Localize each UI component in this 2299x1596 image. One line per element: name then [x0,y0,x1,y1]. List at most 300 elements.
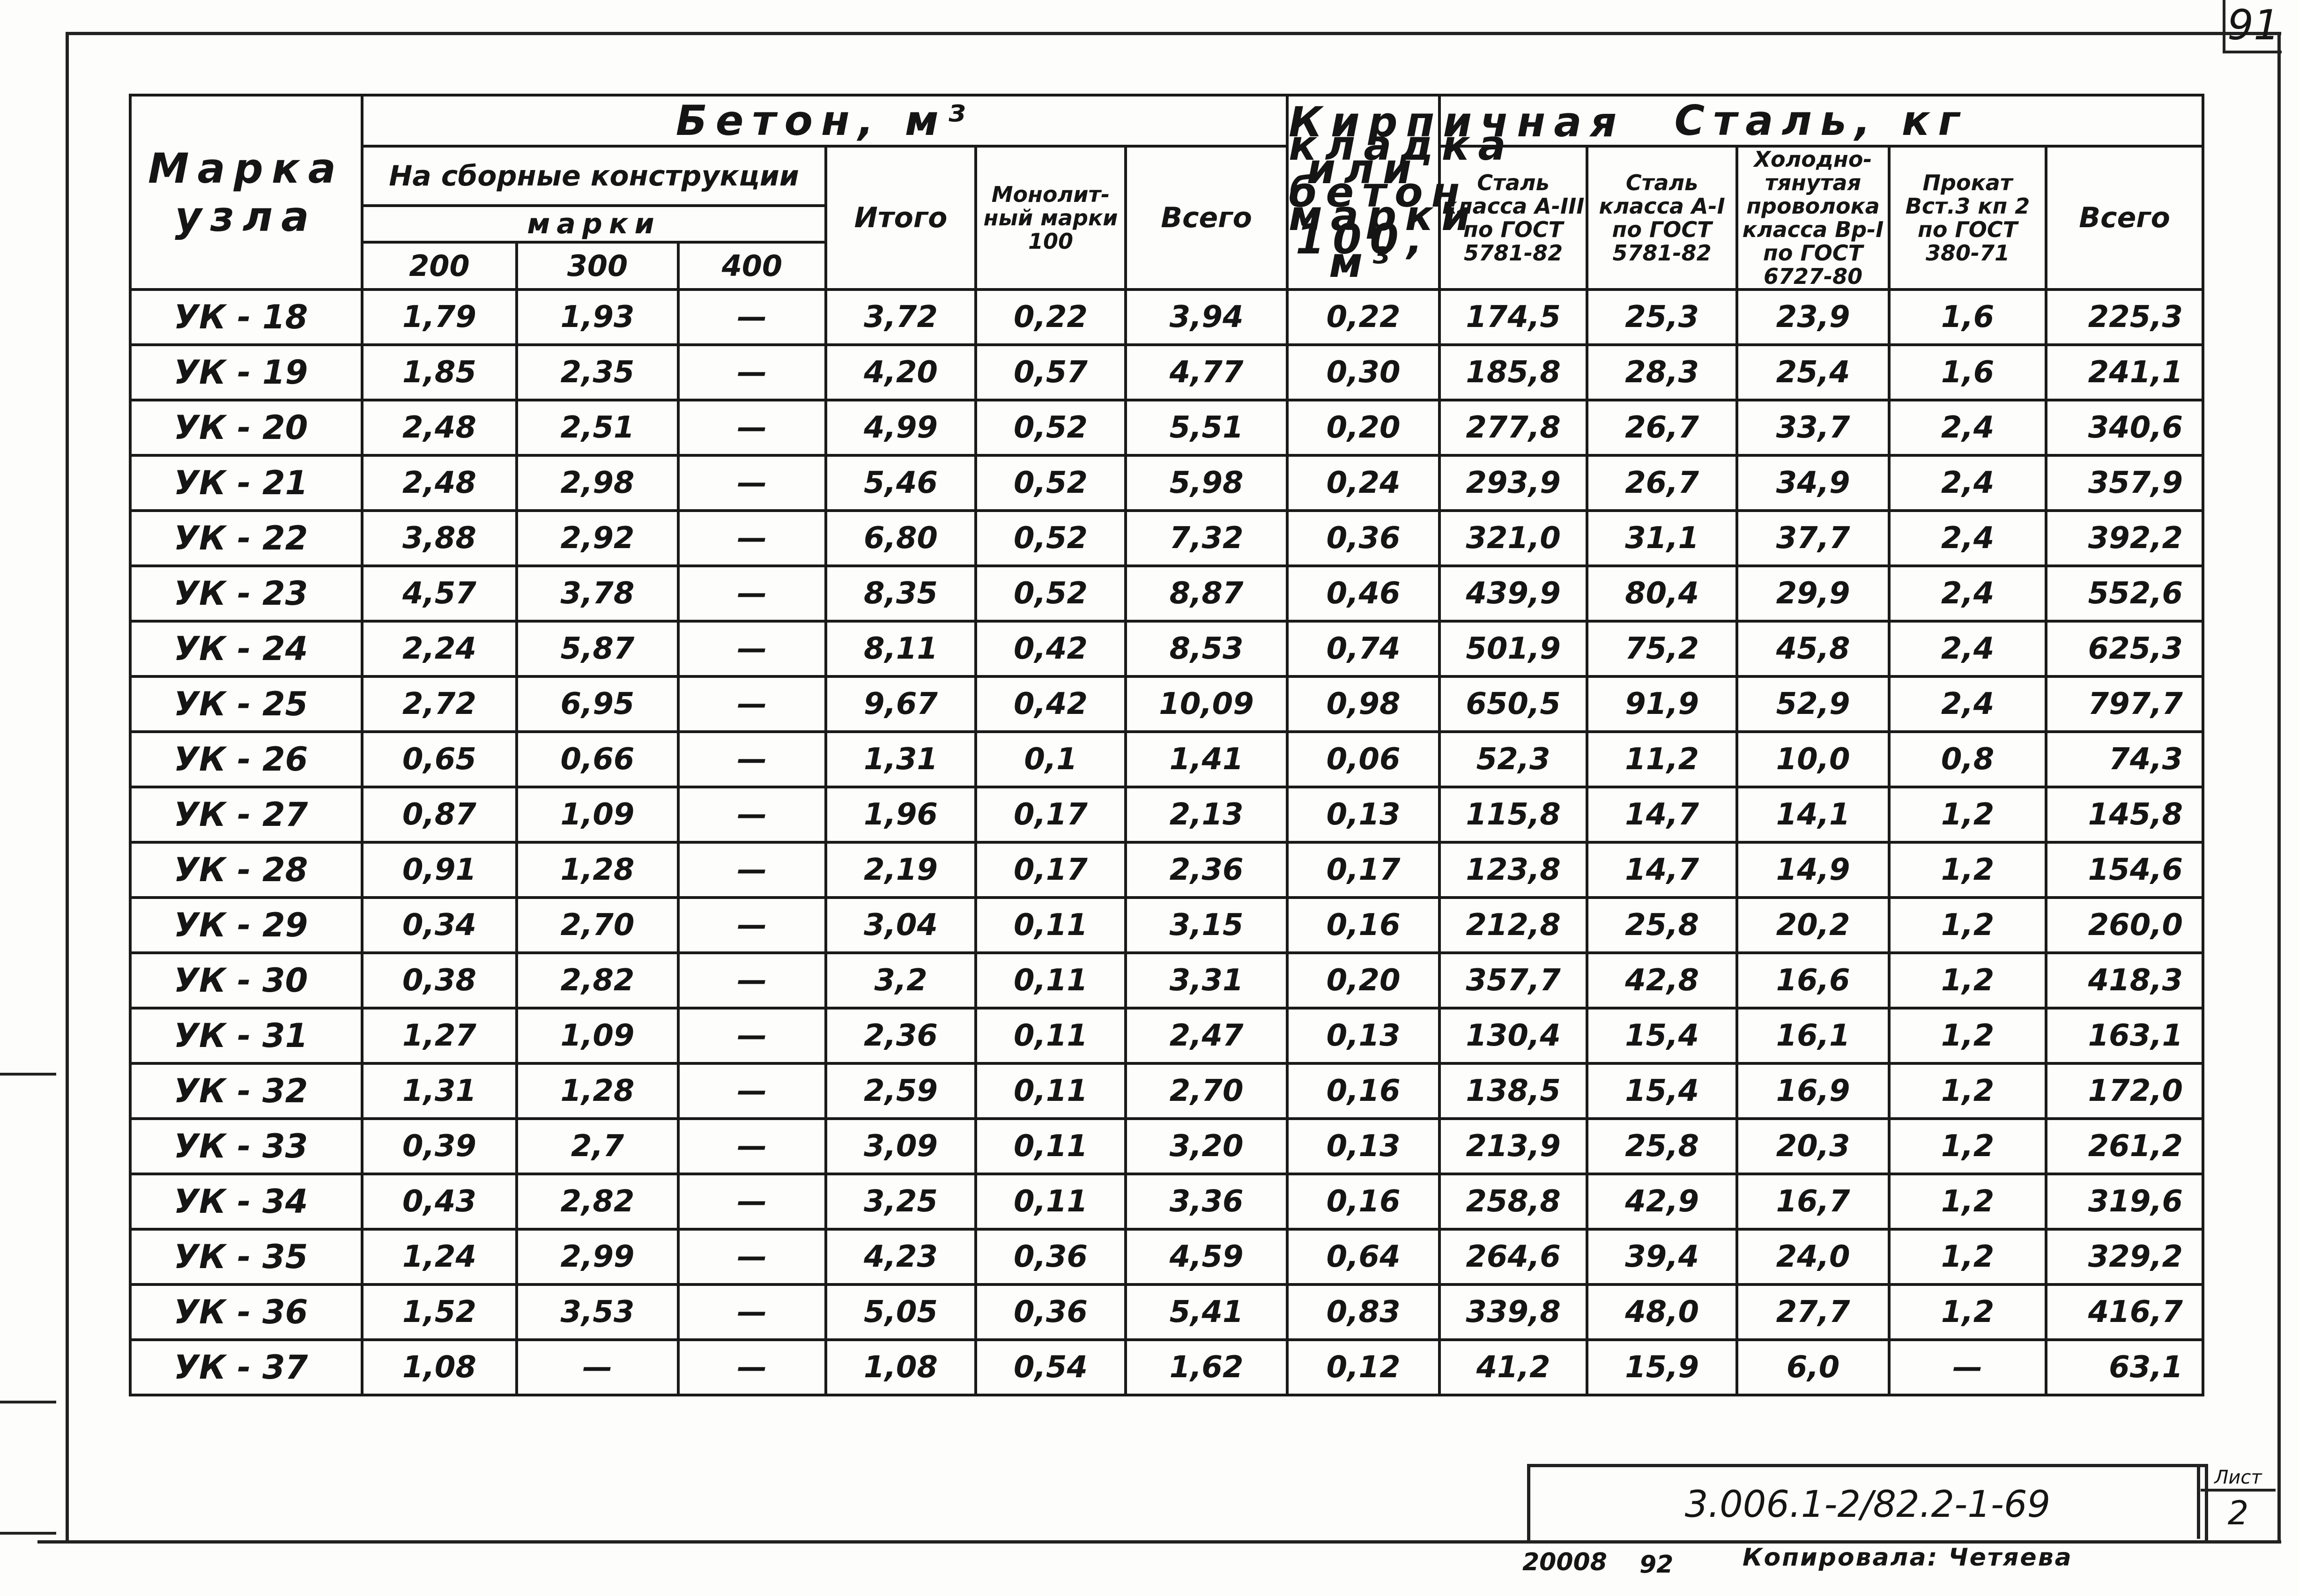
row-value-cell: 1,52 [362,1284,517,1340]
row-mark-cell: УК - 20 [130,400,362,455]
row-value-cell: 0,11 [976,1008,1126,1063]
header-grade-200: 200 [362,242,517,290]
row-value-cell: 1,08 [826,1340,976,1395]
table-row [130,732,2203,787]
row-value-cell: — [678,1174,826,1229]
row-value-cell: 552,6 [2046,566,2203,621]
row-value-cell: 37,7 [1737,511,1889,566]
order-year: 92 [1639,1551,1674,1579]
row-value-cell: 2,4 [1889,621,2046,676]
row-value-cell: 1,2 [1889,953,2046,1008]
row-value-cell: 1,2 [1889,842,2046,898]
row-value-cell: 625,3 [2046,621,2203,676]
row-value-cell: — [678,732,826,787]
row-value-cell: 0,52 [976,455,1126,511]
row-value-cell: — [1889,1340,2046,1395]
row-value-cell: 80,4 [1587,566,1737,621]
row-value-cell: 2,7 [517,1119,678,1174]
specification-table [129,94,2204,1396]
row-value-cell: — [678,290,826,345]
row-value-cell: 797,7 [2046,676,2203,732]
row-value-cell: 329,2 [2046,1229,2203,1284]
row-value-cell: 241,1 [2046,345,2203,400]
row-mark-cell: УК - 34 [130,1174,362,1229]
row-value-cell: 91,9 [1587,676,1737,732]
row-value-cell: 3,04 [826,898,976,953]
row-value-cell: 1,85 [362,345,517,400]
row-value-cell: 225,3 [2046,290,2203,345]
table-row [130,787,2203,842]
row-value-cell: 39,4 [1587,1229,1737,1284]
row-value-cell: 0,24 [1287,455,1439,511]
row-value-cell: 1,27 [362,1008,517,1063]
row-value-cell: 0,13 [1287,1119,1439,1174]
row-value-cell: 2,72 [362,676,517,732]
row-value-cell: 0,64 [1287,1229,1439,1284]
row-value-cell: 1,09 [517,1008,678,1063]
row-mark-cell: УК - 27 [130,787,362,842]
row-value-cell: 258,8 [1439,1174,1587,1229]
row-value-cell: 0,17 [976,842,1126,898]
row-value-cell: 0,11 [976,1063,1126,1119]
row-value-cell: 1,24 [362,1229,517,1284]
row-value-cell: 0,11 [976,953,1126,1008]
row-value-cell: 2,19 [826,842,976,898]
row-value-cell: 0,11 [976,1119,1126,1174]
row-value-cell: 5,05 [826,1284,976,1340]
table-row [130,898,2203,953]
row-value-cell: 185,8 [1439,345,1587,400]
row-value-cell: — [678,842,826,898]
row-value-cell: 2,36 [826,1008,976,1063]
row-value-cell: 14,7 [1587,787,1737,842]
row-value-cell: — [678,400,826,455]
row-value-cell: — [678,1008,826,1063]
row-mark-cell: УК - 31 [130,1008,362,1063]
row-value-cell: 1,41 [1126,732,1287,787]
row-value-cell: 2,92 [517,511,678,566]
header-grade-400: 400 [678,242,826,290]
row-mark-cell: УК - 21 [130,455,362,511]
table-row [130,290,2203,345]
row-value-cell: 1,6 [1889,290,2046,345]
row-value-cell: 20,2 [1737,898,1889,953]
row-value-cell: 1,2 [1889,898,2046,953]
row-mark-cell: УК - 23 [130,566,362,621]
row-value-cell: 0,87 [362,787,517,842]
table-row [130,1119,2203,1174]
row-value-cell: 1,2 [1889,1119,2046,1174]
row-value-cell: 8,35 [826,566,976,621]
row-value-cell: 52,3 [1439,732,1587,787]
row-value-cell: 4,59 [1126,1229,1287,1284]
row-value-cell: 0,11 [976,1174,1126,1229]
row-value-cell: 3,31 [1126,953,1287,1008]
row-mark-cell: УК - 30 [130,953,362,1008]
row-value-cell: 0,11 [976,898,1126,953]
row-value-cell: 0,30 [1287,345,1439,400]
row-value-cell: 75,2 [1587,621,1737,676]
row-value-cell: 0,43 [362,1174,517,1229]
row-value-cell: 1,08 [362,1340,517,1395]
row-value-cell: 1,93 [517,290,678,345]
row-value-cell: 130,4 [1439,1008,1587,1063]
row-value-cell: 0,74 [1287,621,1439,676]
row-value-cell: — [678,455,826,511]
frame-right-line [2277,32,2281,1540]
row-value-cell: 3,36 [1126,1174,1287,1229]
row-mark-cell: УК - 22 [130,511,362,566]
row-value-cell: 10,0 [1737,732,1889,787]
row-value-cell: 339,8 [1439,1284,1587,1340]
row-value-cell: — [678,1340,826,1395]
row-mark-cell: УК - 29 [130,898,362,953]
row-value-cell: 0,13 [1287,787,1439,842]
row-value-cell: 3,15 [1126,898,1287,953]
row-value-cell: 16,1 [1737,1008,1889,1063]
row-value-cell: 1,6 [1889,345,2046,400]
row-value-cell: 260,0 [2046,898,2203,953]
row-value-cell: 0,12 [1287,1340,1439,1395]
header-grade-300: 300 [517,242,678,290]
row-value-cell: 5,41 [1126,1284,1287,1340]
row-value-cell: 8,53 [1126,621,1287,676]
row-value-cell: 14,1 [1737,787,1889,842]
row-value-cell: 52,9 [1737,676,1889,732]
table-row [130,1229,2203,1284]
row-value-cell: 0,22 [976,290,1126,345]
row-value-cell: 416,7 [2046,1284,2203,1340]
row-value-cell: 2,4 [1889,566,2046,621]
row-value-cell: 3,09 [826,1119,976,1174]
row-value-cell: 9,67 [826,676,976,732]
header-steel: Сталь, кг [1439,95,2203,146]
row-value-cell: 1,2 [1889,1229,2046,1284]
row-value-cell: 6,80 [826,511,976,566]
row-value-cell: 0,17 [976,787,1126,842]
row-value-cell: 439,9 [1439,566,1587,621]
row-value-cell: 15,9 [1587,1340,1737,1395]
header-steel-total: Всего [2046,146,2203,290]
row-value-cell: 2,59 [826,1063,976,1119]
row-value-cell: — [517,1340,678,1395]
row-value-cell: 0,20 [1287,953,1439,1008]
row-value-cell: 2,70 [517,898,678,953]
row-value-cell: 3,2 [826,953,976,1008]
row-value-cell: 25,8 [1587,1119,1737,1174]
table-row [130,1063,2203,1119]
row-value-cell: 0,16 [1287,1063,1439,1119]
row-value-cell: — [678,566,826,621]
row-value-cell: 2,48 [362,455,517,511]
row-value-cell: 6,95 [517,676,678,732]
row-value-cell: 0,39 [362,1119,517,1174]
row-value-cell: 0,17 [1287,842,1439,898]
row-value-cell: 4,57 [362,566,517,621]
row-value-cell: 392,2 [2046,511,2203,566]
row-value-cell: 1,2 [1889,1174,2046,1229]
table-row [130,1174,2203,1229]
row-mark-cell: УК - 19 [130,345,362,400]
row-value-cell: 2,82 [517,1174,678,1229]
row-value-cell: 0,83 [1287,1284,1439,1340]
row-mark-cell: УК - 26 [130,732,362,787]
row-value-cell: 48,0 [1587,1284,1737,1340]
row-value-cell: 25,4 [1737,345,1889,400]
row-value-cell: 10,09 [1126,676,1287,732]
row-value-cell: 264,6 [1439,1229,1587,1284]
row-value-cell: 74,3 [2046,732,2203,787]
header-brickwork: Кирпичная кладка или бетон марки 100, м³ [1287,95,1439,290]
row-value-cell: 0,42 [976,676,1126,732]
row-value-cell: 8,11 [826,621,976,676]
row-value-cell: 29,9 [1737,566,1889,621]
row-value-cell: 15,4 [1587,1008,1737,1063]
row-value-cell: 154,6 [2046,842,2203,898]
row-value-cell: 501,9 [1439,621,1587,676]
row-value-cell: 163,1 [2046,1008,2203,1063]
row-value-cell: 1,28 [517,1063,678,1119]
row-value-cell: 3,53 [517,1284,678,1340]
row-value-cell: 16,7 [1737,1174,1889,1229]
row-value-cell: 24,0 [1737,1229,1889,1284]
row-value-cell: 1,2 [1889,1008,2046,1063]
row-value-cell: 31,1 [1587,511,1737,566]
header-cold-wire: Холодно-тянутая проволока класса Вр-I по ГОСТ 6727-80 [1737,146,1889,290]
table-row [130,676,2203,732]
row-value-cell: 0,38 [362,953,517,1008]
row-value-cell: 357,9 [2046,455,2203,511]
row-value-cell: 340,6 [2046,400,2203,455]
row-mark-cell: УК - 24 [130,621,362,676]
header-concrete: Бетон, м³ [362,95,1287,146]
row-mark-cell: УК - 37 [130,1340,362,1395]
row-value-cell: — [678,1284,826,1340]
row-value-cell: 357,7 [1439,953,1587,1008]
row-value-cell: 2,24 [362,621,517,676]
row-value-cell: 27,7 [1737,1284,1889,1340]
row-value-cell: 14,7 [1587,842,1737,898]
row-value-cell: 42,9 [1587,1174,1737,1229]
row-value-cell: 0,8 [1889,732,2046,787]
row-value-cell: 28,3 [1587,345,1737,400]
row-mark-cell: УК - 28 [130,842,362,898]
sheet-number: 2 [2227,1494,2249,1532]
row-value-cell: 172,0 [2046,1063,2203,1119]
row-value-cell: 0,52 [976,566,1126,621]
table-row [130,1284,2203,1340]
row-value-cell: 2,35 [517,345,678,400]
row-value-cell: 3,88 [362,511,517,566]
row-value-cell: 0,52 [976,400,1126,455]
row-value-cell: 5,46 [826,455,976,511]
table-row [130,400,2203,455]
header-mark: Марка узла [130,95,362,290]
row-value-cell: 1,09 [517,787,678,842]
row-value-cell: 123,8 [1439,842,1587,898]
row-value-cell: 1,31 [362,1063,517,1119]
row-value-cell: 0,54 [976,1340,1126,1395]
frame-top-line [66,32,2281,35]
row-value-cell: 0,13 [1287,1008,1439,1063]
row-value-cell: 26,7 [1587,400,1737,455]
row-value-cell: 0,06 [1287,732,1439,787]
row-value-cell: — [678,787,826,842]
row-value-cell: 2,13 [1126,787,1287,842]
row-value-cell: 1,28 [517,842,678,898]
row-value-cell: 1,96 [826,787,976,842]
row-value-cell: — [678,1119,826,1174]
row-value-cell: 0,57 [976,345,1126,400]
row-value-cell: 0,1 [976,732,1126,787]
row-value-cell: 0,22 [1287,290,1439,345]
order-number: 20008 [1522,1548,1607,1576]
row-value-cell: 5,51 [1126,400,1287,455]
row-value-cell: 63,1 [2046,1340,2203,1395]
row-value-cell: 2,4 [1889,400,2046,455]
row-value-cell: 2,4 [1889,511,2046,566]
row-mark-cell: УК - 36 [130,1284,362,1340]
header-concrete-total: Всего [1126,146,1287,290]
row-value-cell: 0,98 [1287,676,1439,732]
row-value-cell: 20,3 [1737,1119,1889,1174]
row-value-cell: 1,62 [1126,1340,1287,1395]
row-value-cell: 4,23 [826,1229,976,1284]
row-value-cell: 2,82 [517,953,678,1008]
row-value-cell: 418,3 [2046,953,2203,1008]
row-value-cell: 138,5 [1439,1063,1587,1119]
table-row [130,953,2203,1008]
row-value-cell: 0,16 [1287,898,1439,953]
row-value-cell: 293,9 [1439,455,1587,511]
row-value-cell: 1,31 [826,732,976,787]
row-value-cell: 7,32 [1126,511,1287,566]
row-value-cell: 41,2 [1439,1340,1587,1395]
row-value-cell: — [678,953,826,1008]
row-value-cell: 0,20 [1287,400,1439,455]
row-value-cell: 0,65 [362,732,517,787]
row-value-cell: 0,46 [1287,566,1439,621]
row-value-cell: 2,98 [517,455,678,511]
row-value-cell: 4,77 [1126,345,1287,400]
table-row [130,511,2203,566]
row-value-cell: 0,34 [362,898,517,953]
header-subtotal: Итого [826,146,976,290]
table-row [130,1008,2203,1063]
row-value-cell: 0,42 [976,621,1126,676]
row-value-cell: 25,3 [1587,290,1737,345]
row-value-cell: 3,25 [826,1174,976,1229]
row-value-cell: 2,99 [517,1229,678,1284]
header-monolithic: Монолит-ный марки 100 [976,146,1126,290]
row-value-cell: — [678,621,826,676]
table-row [130,455,2203,511]
row-value-cell: 0,91 [362,842,517,898]
row-value-cell: 0,36 [976,1284,1126,1340]
row-value-cell: 5,87 [517,621,678,676]
row-value-cell: — [678,511,826,566]
margin-tick [0,1401,56,1403]
header-steel-a3: Сталь класса А-III по ГОСТ 5781-82 [1439,146,1587,290]
row-value-cell: 0,36 [1287,511,1439,566]
row-value-cell: 2,48 [362,400,517,455]
row-value-cell: 0,36 [976,1229,1126,1284]
margin-tick [0,1073,56,1076]
row-value-cell: 650,5 [1439,676,1587,732]
row-value-cell: 14,9 [1737,842,1889,898]
row-mark-cell: УК - 32 [130,1063,362,1119]
row-value-cell: 0,52 [976,511,1126,566]
row-value-cell: 2,4 [1889,676,2046,732]
row-value-cell: 3,20 [1126,1119,1287,1174]
row-value-cell: — [678,1229,826,1284]
row-value-cell: 0,16 [1287,1174,1439,1229]
row-value-cell: — [678,898,826,953]
row-value-cell: 0,66 [517,732,678,787]
row-value-cell: 34,9 [1737,455,1889,511]
row-value-cell: 4,20 [826,345,976,400]
row-value-cell: 4,99 [826,400,976,455]
row-value-cell: 2,70 [1126,1063,1287,1119]
margin-tick [0,1532,56,1535]
header-prefab: На сборные конструкции [362,146,826,206]
row-value-cell: 45,8 [1737,621,1889,676]
row-value-cell: 2,4 [1889,455,2046,511]
row-value-cell: 11,2 [1587,732,1737,787]
row-value-cell: 1,79 [362,290,517,345]
row-value-cell: 174,5 [1439,290,1587,345]
table-row [130,345,2203,400]
copied-by: Копировала: Четяева [1743,1544,2073,1572]
sheet-label: Лист [2201,1466,2276,1492]
row-value-cell: 3,94 [1126,290,1287,345]
row-value-cell: 8,87 [1126,566,1287,621]
row-value-cell: 1,2 [1889,1284,2046,1340]
header-rolled: Прокат Вст.3 кп 2 по ГОСТ 380-71 [1889,146,2046,290]
row-mark-cell: УК - 33 [130,1119,362,1174]
row-value-cell: 1,2 [1889,787,2046,842]
header-steel-a1: Сталь класса А-I по ГОСТ 5781-82 [1587,146,1737,290]
row-value-cell: 26,7 [1587,455,1737,511]
row-value-cell: 5,98 [1126,455,1287,511]
table-row [130,842,2203,898]
row-value-cell: 15,4 [1587,1063,1737,1119]
page-number: 91 [2223,0,2282,53]
header-grades: марки [362,206,826,242]
document-code: 3.006.1-2/82.2-1-69 [1527,1464,2208,1542]
row-value-cell: 6,0 [1737,1340,1889,1395]
row-value-cell: 2,47 [1126,1008,1287,1063]
table-row [130,566,2203,621]
row-value-cell: 3,72 [826,290,976,345]
row-value-cell: 319,6 [2046,1174,2203,1229]
row-value-cell: 3,78 [517,566,678,621]
row-mark-cell: УК - 18 [130,290,362,345]
row-value-cell: 16,6 [1737,953,1889,1008]
row-value-cell: 213,9 [1439,1119,1587,1174]
row-value-cell: — [678,1063,826,1119]
row-value-cell: 23,9 [1737,290,1889,345]
row-mark-cell: УК - 35 [130,1229,362,1284]
row-value-cell: 25,8 [1587,898,1737,953]
row-value-cell: 212,8 [1439,898,1587,953]
row-value-cell: 16,9 [1737,1063,1889,1119]
row-mark-cell: УК - 25 [130,676,362,732]
row-value-cell: — [678,345,826,400]
table-row [130,1340,2203,1395]
row-value-cell: 261,2 [2046,1119,2203,1174]
row-value-cell: 145,8 [2046,787,2203,842]
